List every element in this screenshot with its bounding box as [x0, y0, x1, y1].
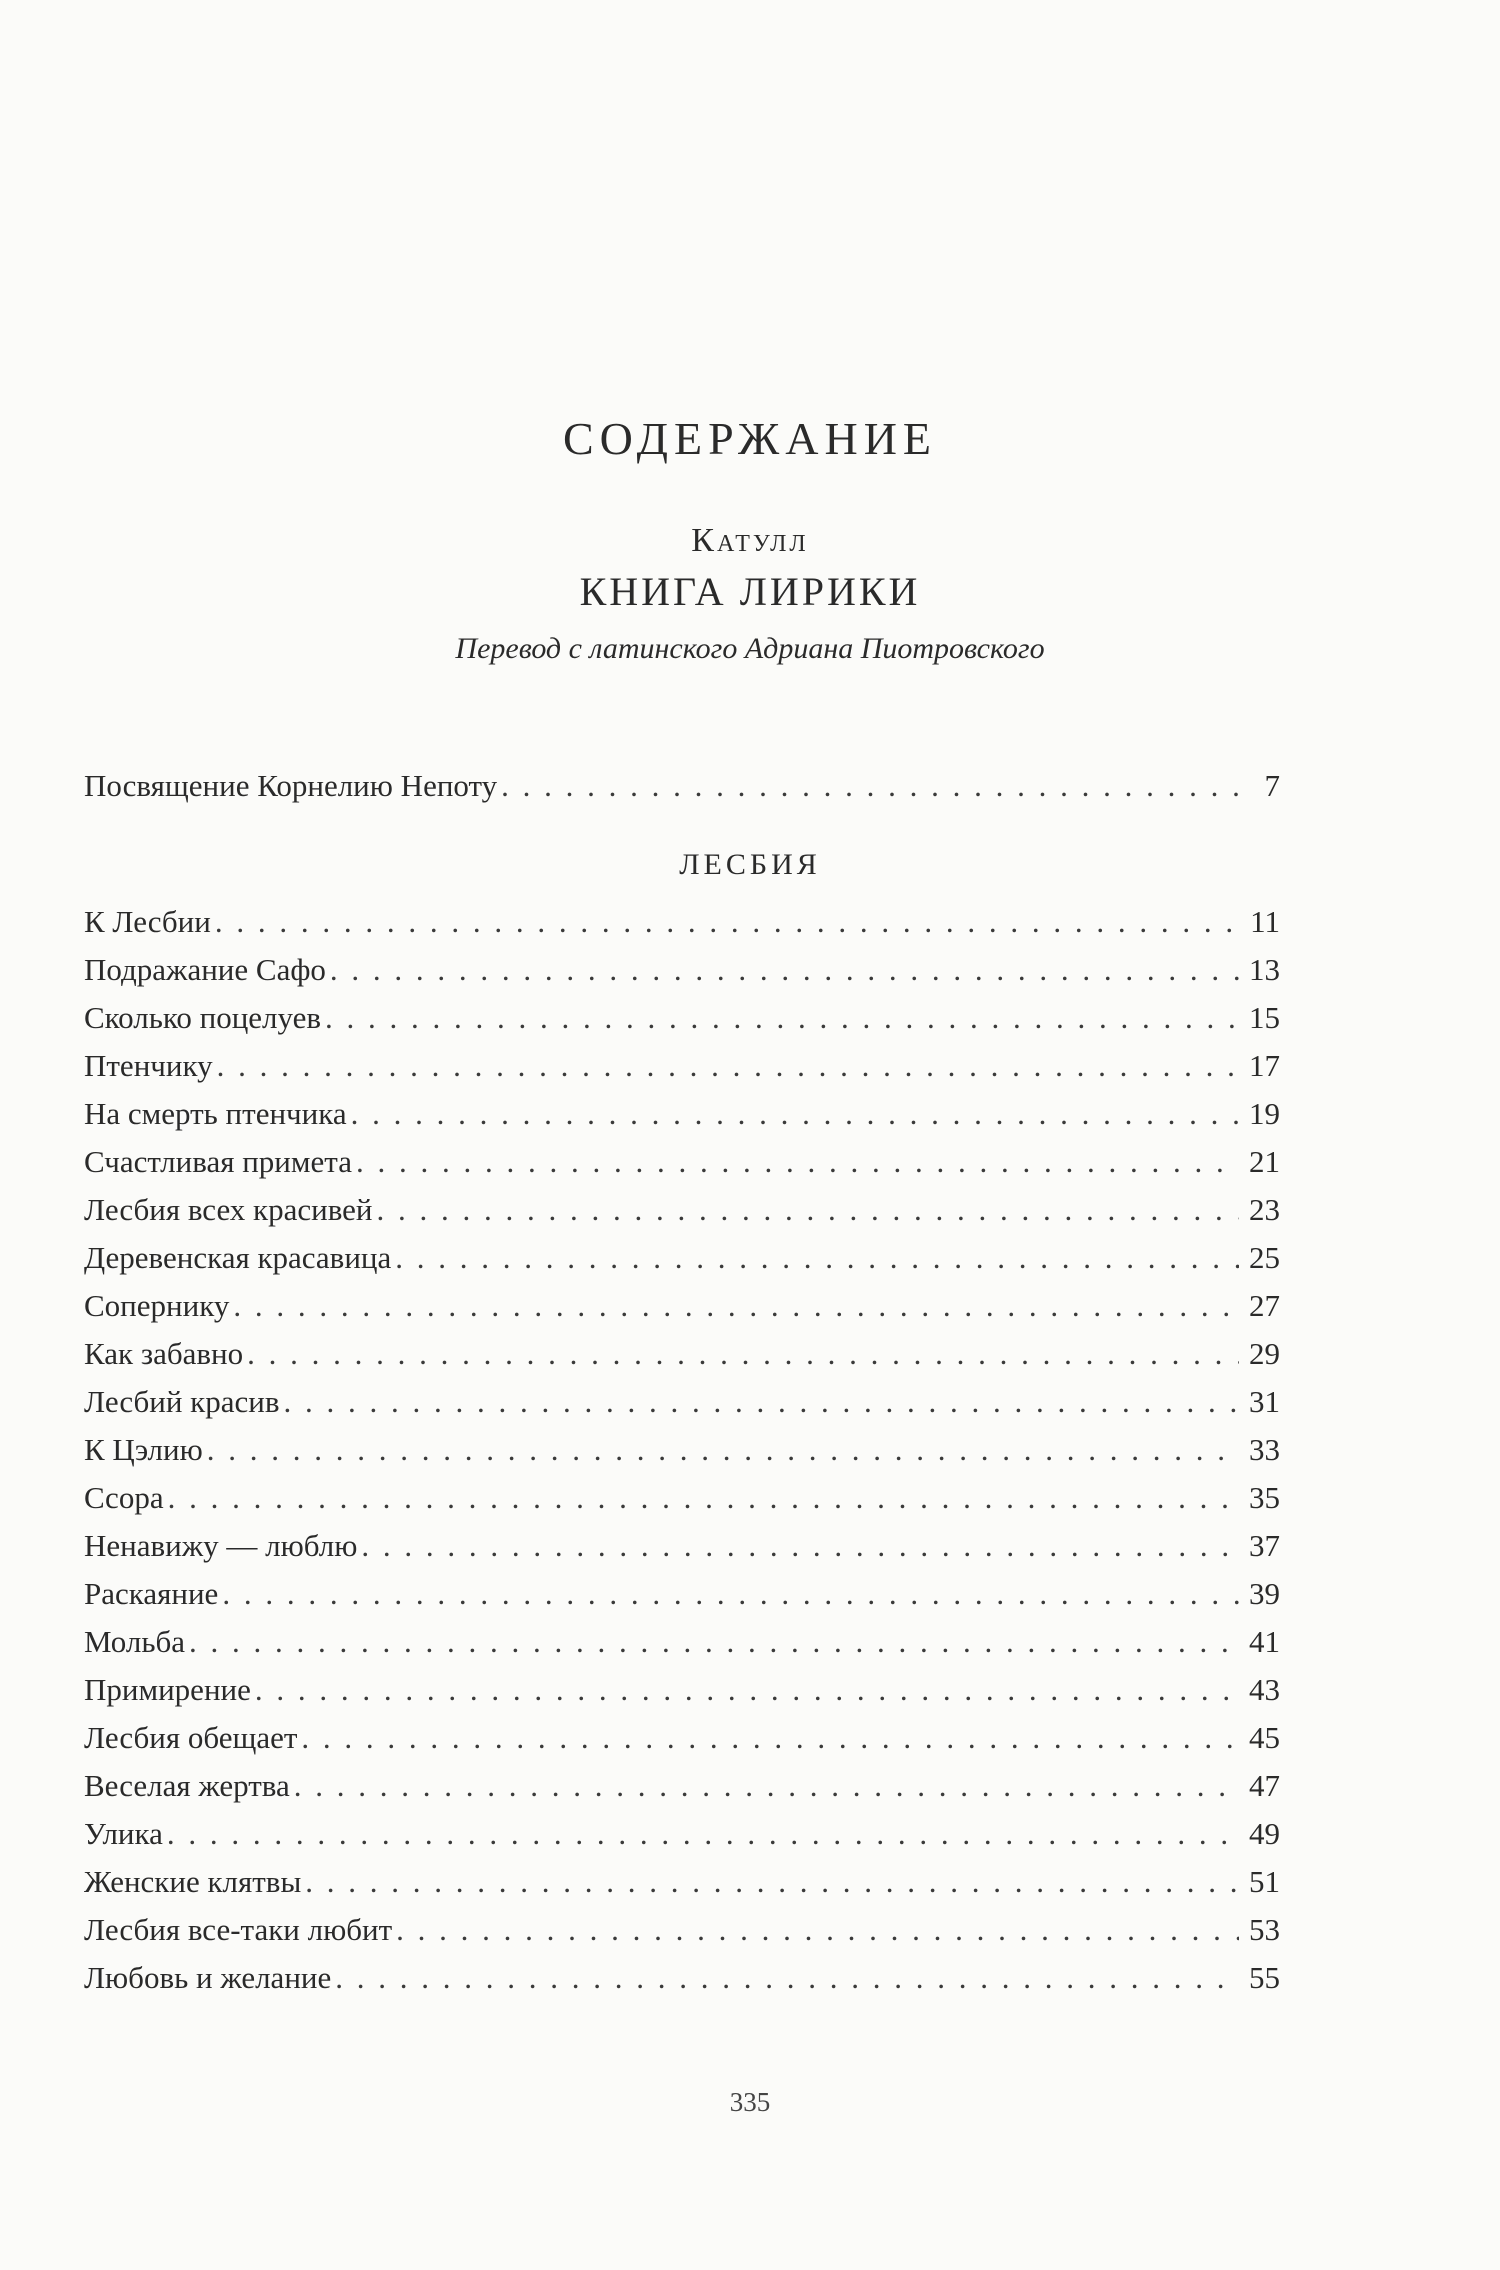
toc-entry-page: 23 — [1249, 1192, 1280, 1227]
dot-leader — [168, 1474, 1239, 1522]
toc-intro-list — [84, 762, 1280, 810]
dot-leader — [217, 1042, 1239, 1090]
toc-entry-title: Подражание Сафо — [84, 952, 326, 987]
toc-entry-title: Лесбия все-таки любит — [84, 1912, 393, 1947]
toc-entry-title: Мольба — [84, 1624, 186, 1659]
toc-entry-page: 51 — [1249, 1864, 1280, 1899]
dot-leader — [233, 1282, 1239, 1330]
dot-leader — [396, 1906, 1239, 1954]
toc-entry — [84, 1090, 1280, 1138]
toc-entry — [84, 1762, 1280, 1810]
dot-leader — [305, 1858, 1239, 1906]
toc-entry — [84, 1234, 1280, 1282]
toc-entry-title: Веселая жертва — [84, 1768, 290, 1803]
toc-entry — [84, 1186, 1280, 1234]
toc-entry-page: 31 — [1249, 1384, 1280, 1419]
author-name: Катулл — [691, 522, 809, 559]
toc-entry-page: 43 — [1249, 1672, 1280, 1707]
dot-leader — [247, 1330, 1239, 1378]
toc-entry-page: 55 — [1249, 1960, 1280, 1995]
toc-entry-page: 39 — [1249, 1576, 1280, 1611]
toc-entry — [84, 994, 1280, 1042]
toc-entry-page: 17 — [1249, 1048, 1280, 1083]
toc-entry-title: Лесбий красив — [84, 1384, 280, 1419]
toc-entry — [84, 762, 1280, 810]
toc-entry — [84, 1426, 1280, 1474]
toc-entry-page: 15 — [1249, 1000, 1280, 1035]
toc-entry-page: 37 — [1249, 1528, 1280, 1563]
toc-entry-page: 35 — [1249, 1480, 1280, 1515]
toc-entry — [84, 1042, 1280, 1090]
toc-entry-title: Сопернику — [84, 1288, 230, 1323]
toc-entry-page: 21 — [1249, 1144, 1280, 1179]
toc-entry-page: 45 — [1249, 1720, 1280, 1755]
toc-entry-page: 27 — [1249, 1288, 1280, 1323]
book-title: КНИГА ЛИРИКИ — [579, 569, 921, 614]
toc-entry — [84, 1954, 1280, 2002]
toc-entry — [84, 1714, 1280, 1762]
dot-leader — [330, 946, 1239, 994]
toc-entry-title: Сколько поцелуев — [84, 1000, 321, 1035]
dot-leader — [222, 1570, 1239, 1618]
toc-entry-title: К Лесбии — [84, 904, 211, 939]
dot-leader — [501, 762, 1251, 810]
contents-title: СОДЕРЖАНИЕ — [562, 413, 938, 464]
toc-entry-page: 11 — [1250, 904, 1280, 939]
dot-leader — [325, 994, 1239, 1042]
toc-entry-title: Примирение — [84, 1672, 251, 1707]
toc-entry-page: 53 — [1249, 1912, 1280, 1947]
toc-entry-title: Любовь и желание — [84, 1960, 332, 1995]
dot-leader — [294, 1762, 1239, 1810]
toc-entry-title: Лесбия всех красивей — [84, 1192, 373, 1227]
toc-entry — [84, 1618, 1280, 1666]
dot-leader — [301, 1714, 1239, 1762]
toc-list — [84, 898, 1280, 2002]
toc-entry-page: 41 — [1249, 1624, 1280, 1659]
toc-entry-title: Ненавижу — люблю — [84, 1528, 358, 1563]
toc-entry-page: 7 — [1264, 768, 1280, 803]
toc-entry-title: Как забавно — [84, 1336, 244, 1371]
dot-leader — [356, 1138, 1239, 1186]
toc-entry-title: Посвящение Корнелию Непоту — [84, 768, 498, 803]
toc-entry — [84, 1522, 1280, 1570]
toc-entry — [84, 1906, 1280, 1954]
toc-entry-title: Ссора — [84, 1480, 164, 1515]
dot-leader — [335, 1954, 1239, 2002]
section-title: ЛЕСБИЯ — [679, 848, 821, 881]
toc-entry-title: На смерть птенчика — [84, 1096, 347, 1131]
toc-entry-title: Женские клятвы — [84, 1864, 302, 1899]
toc-entry-page: 13 — [1249, 952, 1280, 987]
toc-entry-title: Счастливая примета — [84, 1144, 352, 1179]
toc-entry-title: Птенчику — [84, 1048, 213, 1083]
dot-leader — [215, 898, 1240, 946]
toc-entry — [84, 1138, 1280, 1186]
toc-entry — [84, 1570, 1280, 1618]
toc-entry-page: 25 — [1249, 1240, 1280, 1275]
dot-leader — [189, 1618, 1239, 1666]
dot-leader — [395, 1234, 1239, 1282]
dot-leader — [377, 1186, 1239, 1234]
toc-entry — [84, 898, 1280, 946]
toc-entry — [84, 1282, 1280, 1330]
dot-leader — [167, 1810, 1239, 1858]
toc-entry-page: 49 — [1249, 1816, 1280, 1851]
dot-leader — [207, 1426, 1239, 1474]
toc-entry-page: 19 — [1249, 1096, 1280, 1131]
toc-entry — [84, 1378, 1280, 1426]
dot-leader — [284, 1378, 1240, 1426]
toc-entry-page: 33 — [1249, 1432, 1280, 1467]
dot-leader — [255, 1666, 1239, 1714]
toc-entry-title: Раскаяние — [84, 1576, 219, 1611]
dot-leader — [361, 1522, 1239, 1570]
toc-entry — [84, 1810, 1280, 1858]
toc-entry — [84, 1858, 1280, 1906]
toc-entry — [84, 946, 1280, 994]
toc-entry-page: 47 — [1249, 1768, 1280, 1803]
page-number: 335 — [729, 2087, 771, 2117]
translation-credit: Перевод с латинского Адриана Пиотровского — [455, 632, 1045, 665]
toc-entry-title: Улика — [84, 1816, 163, 1851]
toc-entry-title: Лесбия обещает — [84, 1720, 298, 1755]
toc-entry-title: К Цэлию — [84, 1432, 203, 1467]
toc-entry — [84, 1666, 1280, 1714]
toc-entry — [84, 1330, 1280, 1378]
dot-leader — [351, 1090, 1239, 1138]
toc-entry-page: 29 — [1249, 1336, 1280, 1371]
toc-entry-title: Деревенская красавица — [84, 1240, 392, 1275]
toc-entry — [84, 1474, 1280, 1522]
